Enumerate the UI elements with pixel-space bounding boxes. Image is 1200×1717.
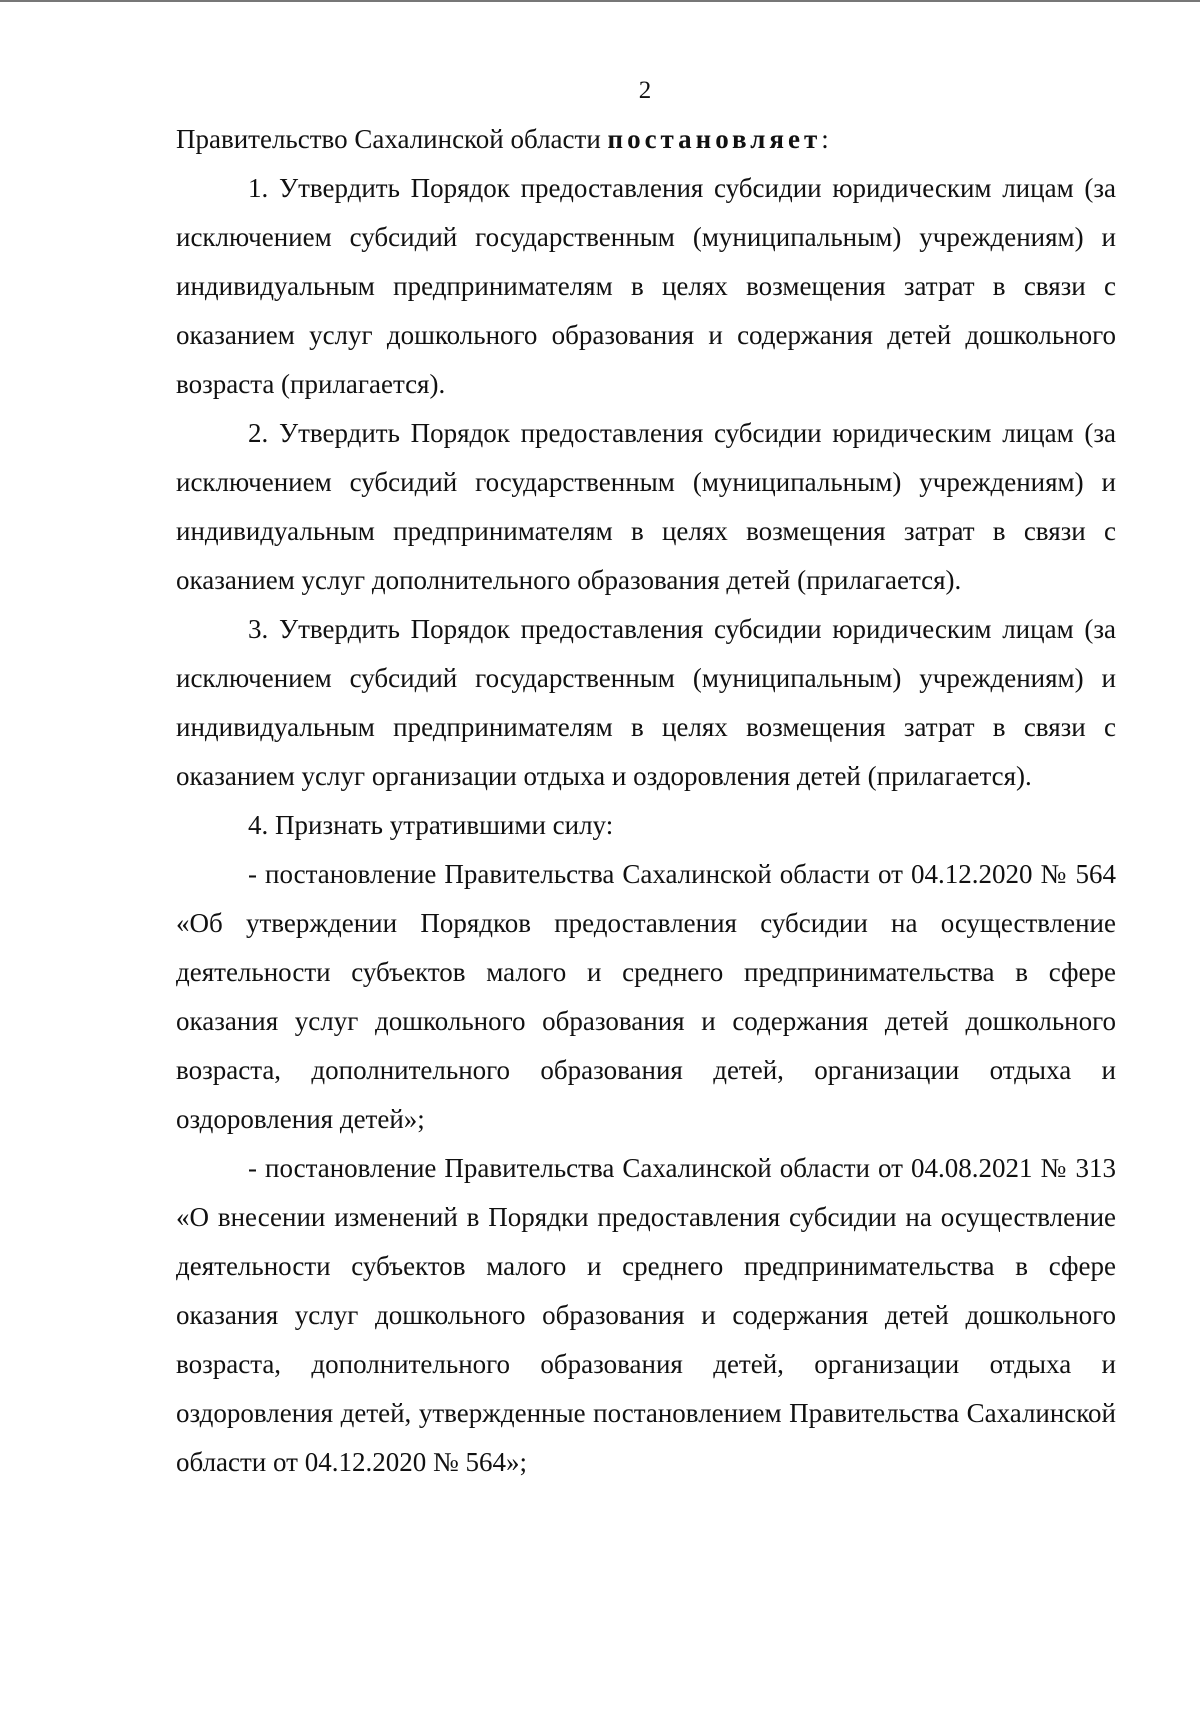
page-number: 2 [638, 77, 652, 104]
intro-text: Правительство Сахалинской области [176, 124, 608, 154]
paragraph-4: 4. Признать утратившими силу: [248, 810, 614, 840]
repealed-item-2: - постановление Правительства Сахалинской области от 04.08.2021 № 313 «О внесении изменений в Порядки предоставления субсидии на осуществление деятельности субъектов малого и среднего предпринимательства в сфере оказания услуг дошкольного образования и содержания детей дошкольного возраста, дополнительного образования детей, организации отдыха и оздоровления детей, утвержденные постановлением Правительства Сахалинской области от 04.12.2020 № 564»; [176, 1153, 1116, 1477]
paragraph-3: 3. Утвердить Порядок предоставления субсидии юридическим лицам (за исключением субсидий государственным (муниципальным) учреждениям) и индивидуальным предпринимателям в целях возмещения затрат в связи с оказанием услуг организации отдыха и оздоровления детей (прилагается). [176, 614, 1116, 791]
document-body [176, 115, 1116, 1487]
paragraph-2: 2. Утвердить Порядок предоставления субсидии юридическим лицам (за исключением субсидий государственным (муниципальным) учреждениям) и индивидуальным предпринимателям в целях возмещения затрат в связи с оказанием услуг дополнительного образования детей (прилагается). [176, 418, 1116, 595]
intro-emphasis: постановляет [607, 124, 822, 154]
top-edge-line [0, 0, 1200, 2]
intro-tail: : [821, 124, 829, 154]
resolution-intro [176, 115, 1116, 164]
repealed-item-1: - постановление Правительства Сахалинской области от 04.12.2020 № 564 «Об утверждении Порядков предоставления субсидии на осуществление деятельности субъектов малого и среднего предпринимательства в сфере оказания услуг дошкольного образования и содержания детей дошкольного возраста, дополнительного образования детей, организации отдыха и оздоровления детей»; [176, 859, 1116, 1134]
paragraph-1: 1. Утвердить Порядок предоставления субсидии юридическим лицам (за исключением субсидий государственным (муниципальным) учреждениям) и индивидуальным предпринимателям в целях возмещения затрат в связи с оказанием услуг дошкольного образования и содержания детей дошкольного возраста (прилагается). [176, 173, 1116, 399]
